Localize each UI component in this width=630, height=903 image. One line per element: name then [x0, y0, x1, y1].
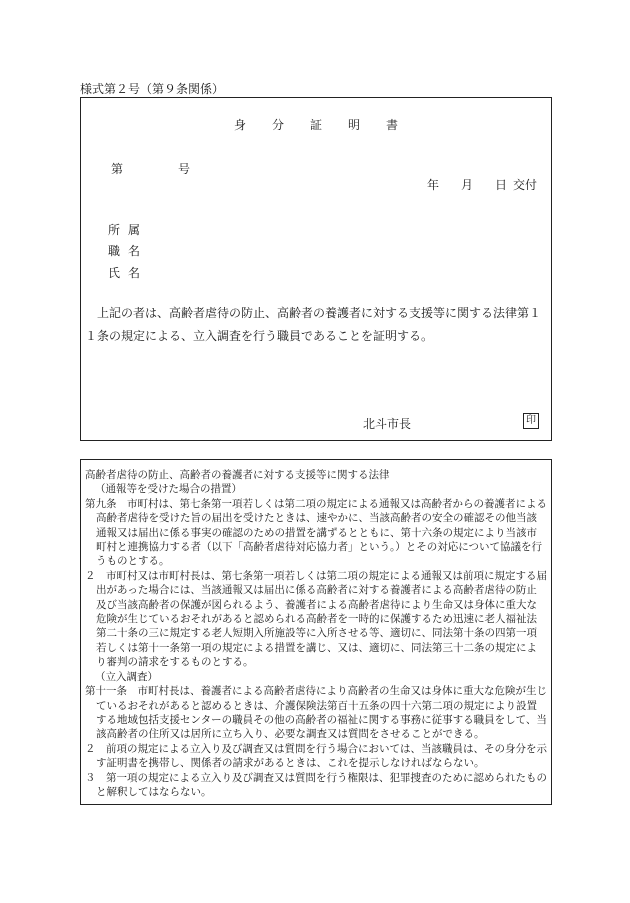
- article9-paragraph-1: 第九条 市町村は、第七条第一項若しくは第二項の規定による通報又は高齢者からの養護者による高齢者虐待を受けた旨の届出を受けたときは、速やかに、当該高齢者の安全の確認その他当該通報又は届出に係る事実の確認のための措置を講ずるとともに、第十六条の規定により当該市町村と連携協力する者（以下「高齢者虐待対応協力者」という。）とその対応について協議を行うものとする。: [85, 497, 547, 568]
- affiliation-label: 所属: [108, 223, 149, 237]
- issued-label: 交付: [512, 178, 537, 192]
- form-number-label: 様式第２号（第９条関係）: [80, 82, 225, 96]
- number-suffix: 号: [178, 162, 191, 176]
- article11-paragraph-2: ２ 前項の規定による立入り及び調査又は質問を行う場合においては、当該職員は、その身分を示す証明書を携帯し、関係者の請求があるときは、これを提示しなければならない。: [85, 742, 547, 770]
- certificate-box: [80, 97, 552, 441]
- name-label: 氏名: [108, 266, 149, 280]
- seal-mark: 印: [523, 413, 539, 429]
- certificate-title: 身分証明書: [233, 118, 424, 132]
- position-label: 職名: [108, 244, 149, 258]
- law-title: 高齢者虐待の防止、高齢者の養護者に対する支援等に関する法律: [85, 469, 390, 481]
- issue-year-label: 年: [426, 178, 439, 192]
- certificate-statement: 上記の者は、高齢者虐待の防止、高齢者の養護者に対する支援等に関する法律第１１条の規定による、立入調査を行う職員であることを証明する。: [85, 306, 542, 343]
- law-excerpt-box: [80, 459, 552, 805]
- issue-date: [427, 176, 537, 193]
- article11-caption: （立入調査）: [95, 670, 158, 683]
- article11-paragraph-3: ３ 第一項の規定による立入り及び調査又は質問を行う権限は、犯罪捜査のために認められたものと解釈してはならない。: [85, 771, 547, 798]
- article9-caption: （通報等を受けた場合の措置）: [95, 483, 242, 496]
- article11-paragraph-1: 第十一条 市町村長は、養護者による高齢者虐待により高齢者の生命又は身体に重大な危険が生じているおそれがあると認めるときは、介護保険法第百十五条の四十六第二項の規定により設置する地域包括支援センターの職員その他の高齢者の福祉に関する事務に従事する職員をして、当該高齢者の住所又は居所に立ち入り、必要な調査又は質問をさせることができる。: [85, 685, 547, 741]
- issue-day-label: 日: [494, 178, 507, 192]
- issue-month-label: 月: [460, 178, 473, 192]
- article9-paragraph-2: ２ 市町村又は市町村長は、第七条第一項若しくは第二項の規定による通報又は前項に規定する届出があった場合には、当該通報又は届出に係る高齢者に対する養護者による高齢者虐待の防止及び当該高齢者の保護が図られるよう、養護者による高齢者虐待により生命又は身体に重大な危険が生じているおそれがあると認められる高齢者を一時的に保護するため迅速に老人福祉法第二十条の三に規定する老人短期入所施設等に入所させる等、適切に、同法第十条の四第一項若しくは第十一条第一項の規定による措置を講じ、又は、適切に、同法第三十二条の規定により審判の請求をするものとする。: [85, 569, 547, 669]
- mayor-title: 北斗市長: [363, 417, 412, 431]
- number-prefix: 第: [111, 162, 124, 176]
